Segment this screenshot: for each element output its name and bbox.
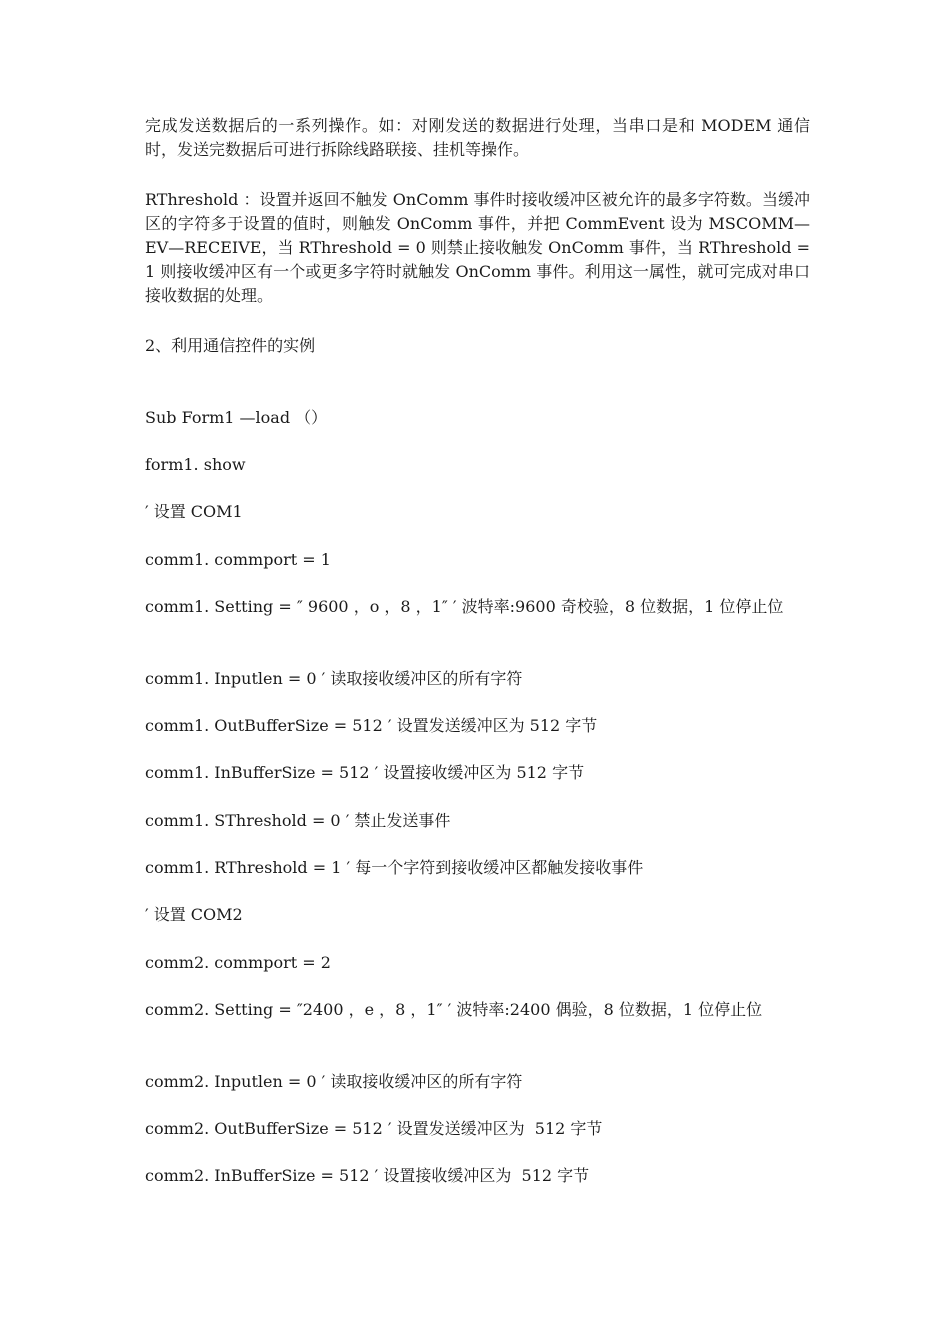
code-line-comm2-inbuffersize: comm2. InBufferSize = 512 ′ 设置接收缓冲区为 512 字节	[145, 1166, 590, 1185]
code-line-comm2-outbuffersize: comm2. OutBufferSize = 512 ′ 设置发送缓冲区为 512 字节	[145, 1119, 603, 1138]
code-line-comm1-inbuffersize: comm1. InBufferSize = 512 ′ 设置接收缓冲区为 512 字节	[145, 763, 585, 782]
paragraph-rthreshold: RThreshold ：设置并返回不触发 OnComm 事件时接收缓冲区被允许的最多字符数。当缓冲区的字符多于设置的值时，则触发 OnComm 事件，并把 CommEvent 设为 MSCOMM—EV—RECEIVE，当 RThreshold = 0 则禁止接收触发 OnComm 事件，当 RThreshold = 1 则接收缓冲区有一个或更多字符时就触发 OnComm 事件。利用这一属性，就可完成对串口接收数据的处理。	[145, 190, 816, 305]
code-line-comm1-inputlen: comm1. Inputlen = 0 ′ 读取接收缓冲区的所有字符	[145, 669, 523, 688]
code-line-comm2-setting: comm2. Setting = ″2400 ，e ，8 ，1″ ′ 波特率:2400 偶验，8 位数据，1 位停止位	[145, 1000, 763, 1019]
code-comment-set-com2: ′ 设置 COM2	[145, 905, 243, 924]
code-line-comm1-rthreshold: comm1. RThreshold = 1 ′ 每一个字符到接收缓冲区都触发接收事件	[145, 858, 644, 877]
code-line-comm1-sthreshold: comm1. SThreshold = 0 ′ 禁止发送事件	[145, 811, 451, 830]
code-line-sub-form-load: Sub Form1 —load （）	[145, 408, 328, 427]
code-line-comm1-setting: comm1. Setting = ″ 9600 ，o ，8 ，1″ ′ 波特率:9600 奇校验，8 位数据，1 位停止位	[145, 597, 784, 616]
paragraph-send-operations: 完成发送数据后的一系列操作。如：对刚发送的数据进行处理，当串口是和 MODEM 通信时，发送完数据后可进行拆除线路联接、挂机等操作。	[145, 116, 810, 159]
section-heading-example: 2、利用通信控件的实例	[145, 336, 316, 355]
code-comment-set-com1: ′ 设置 COM1	[145, 502, 243, 521]
code-line-comm2-inputlen: comm2. Inputlen = 0 ′ 读取接收缓冲区的所有字符	[145, 1072, 523, 1091]
code-line-comm1-outbuffersize: comm1. OutBufferSize = 512 ′ 设置发送缓冲区为 512 字节	[145, 716, 598, 735]
code-line-comm1-commport: comm1. commport = 1	[145, 550, 331, 569]
code-line-form-show: form1. show	[145, 455, 246, 474]
code-line-comm2-commport: comm2. commport = 2	[145, 953, 331, 972]
